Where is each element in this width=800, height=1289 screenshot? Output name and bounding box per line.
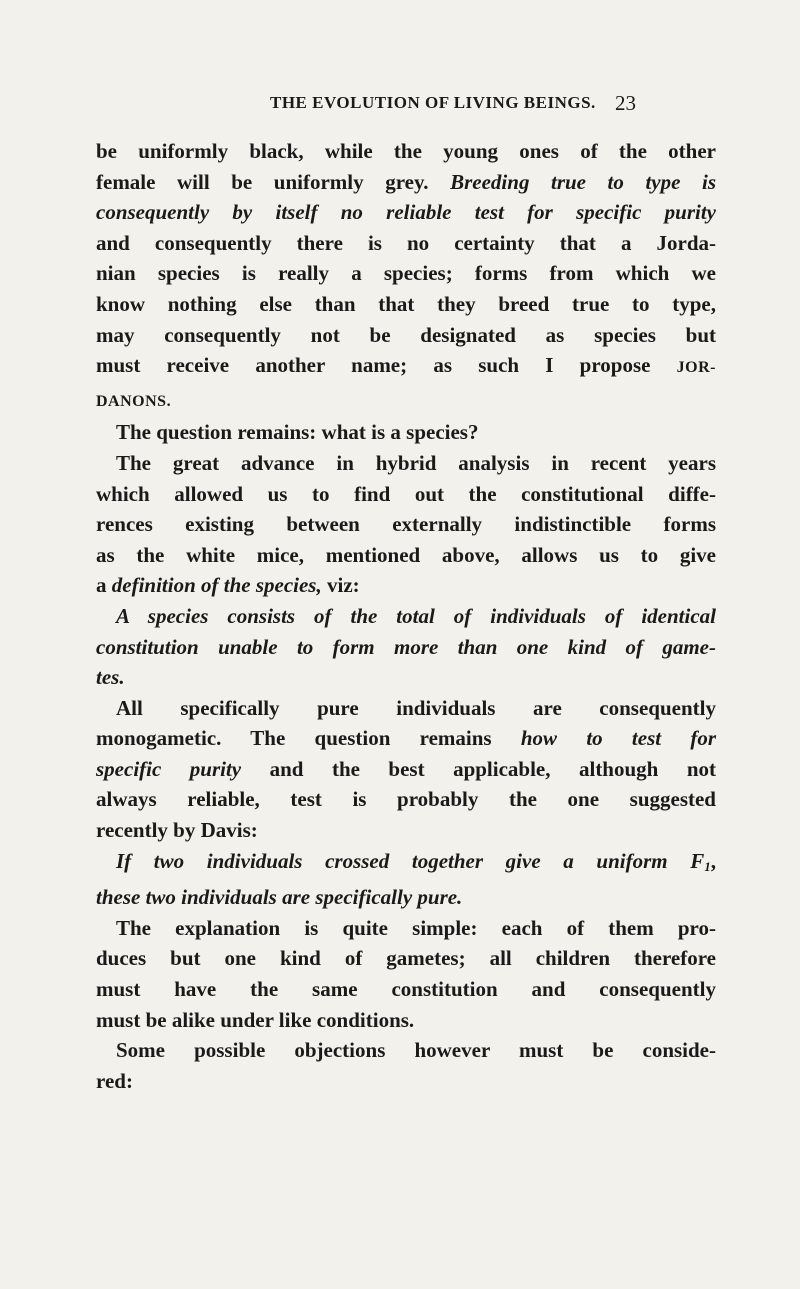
italic-run: Breeding true to type is [450, 169, 716, 194]
italic-run: definition of the species, [111, 573, 322, 598]
page-number: 23 [615, 91, 636, 115]
italic-run: constitution unable to form more than one kind of game- [96, 634, 716, 659]
text-line: recently by Davis: [96, 818, 258, 843]
text-line: duces but one kind of gametes; all children therefore [96, 946, 716, 971]
italic-run: If two individuals crossed together give a uniform F [116, 848, 705, 873]
text-run: and the best applicable, although not [269, 756, 716, 781]
italic-run: tes. [96, 665, 125, 690]
text-line: must have the same constitution and consequently [96, 977, 716, 1002]
body-text [96, 136, 716, 1096]
text-line: The great advance in hybrid analysis in recent years [116, 450, 716, 475]
text-line [96, 723, 716, 754]
text-line: always reliable, test is probably the one suggested [96, 787, 716, 812]
text-line [96, 662, 716, 693]
text-line: All specifically pure individuals are consequently [116, 695, 716, 720]
running-title: THE EVOLUTION OF LIVING BEINGS. [270, 93, 596, 112]
text-line: be uniformly black, while the young ones of the other [96, 139, 716, 163]
text-run: a [96, 573, 107, 598]
italic-run: these two individuals are specifically pure. [96, 885, 463, 910]
text-run: female will be uniformly grey. [96, 169, 429, 194]
text-line: red: [96, 1068, 133, 1093]
small-caps-run: DANONS. [96, 392, 172, 410]
text-line: must be alike under like conditions. [96, 1007, 415, 1032]
text-line: The question remains: what is a species? [116, 420, 479, 445]
text-line: know nothing else than that they breed true to type, [96, 291, 716, 316]
text-line [96, 754, 716, 785]
small-caps-run: JOR- [676, 359, 716, 377]
text-line [96, 601, 716, 632]
text-line: as the white mice, mentioned above, allows us to give [96, 542, 716, 567]
text-line: The explanation is quite simple: each of them pro- [116, 915, 716, 940]
italic-run: A species consists of the total of individuals of identical [116, 603, 716, 628]
text-line: and consequently there is no certainty that a Jorda- [96, 230, 716, 255]
text-line: nian species is really a species; forms from which we [96, 261, 716, 286]
text-line [96, 384, 716, 418]
text-line [96, 846, 716, 883]
text-line [96, 350, 716, 384]
italic-run: how to test for [520, 726, 717, 751]
text-line: rences existing between externally indistinctible forms [96, 512, 716, 537]
text-line [96, 167, 716, 198]
text-line: may consequently not be designated as species but [96, 322, 716, 347]
text-line [96, 632, 716, 663]
text-run: monogametic. The question remains [96, 726, 492, 751]
text-line [96, 570, 716, 601]
text-run: viz: [326, 573, 360, 598]
text-run: , [710, 848, 716, 873]
subscript: 1 [704, 858, 711, 874]
text-run: must receive another name; as such I propose [96, 353, 651, 378]
running-head [0, 88, 800, 118]
italic-run: consequently by itself no reliable test for specific purity [96, 200, 716, 225]
text-line: which allowed us to find out the constitutional diffe- [96, 481, 716, 506]
text-line [96, 882, 716, 913]
text-line [96, 197, 716, 228]
italic-run: specific purity [96, 756, 242, 781]
text-line: Some possible objections however must be conside- [116, 1038, 716, 1063]
